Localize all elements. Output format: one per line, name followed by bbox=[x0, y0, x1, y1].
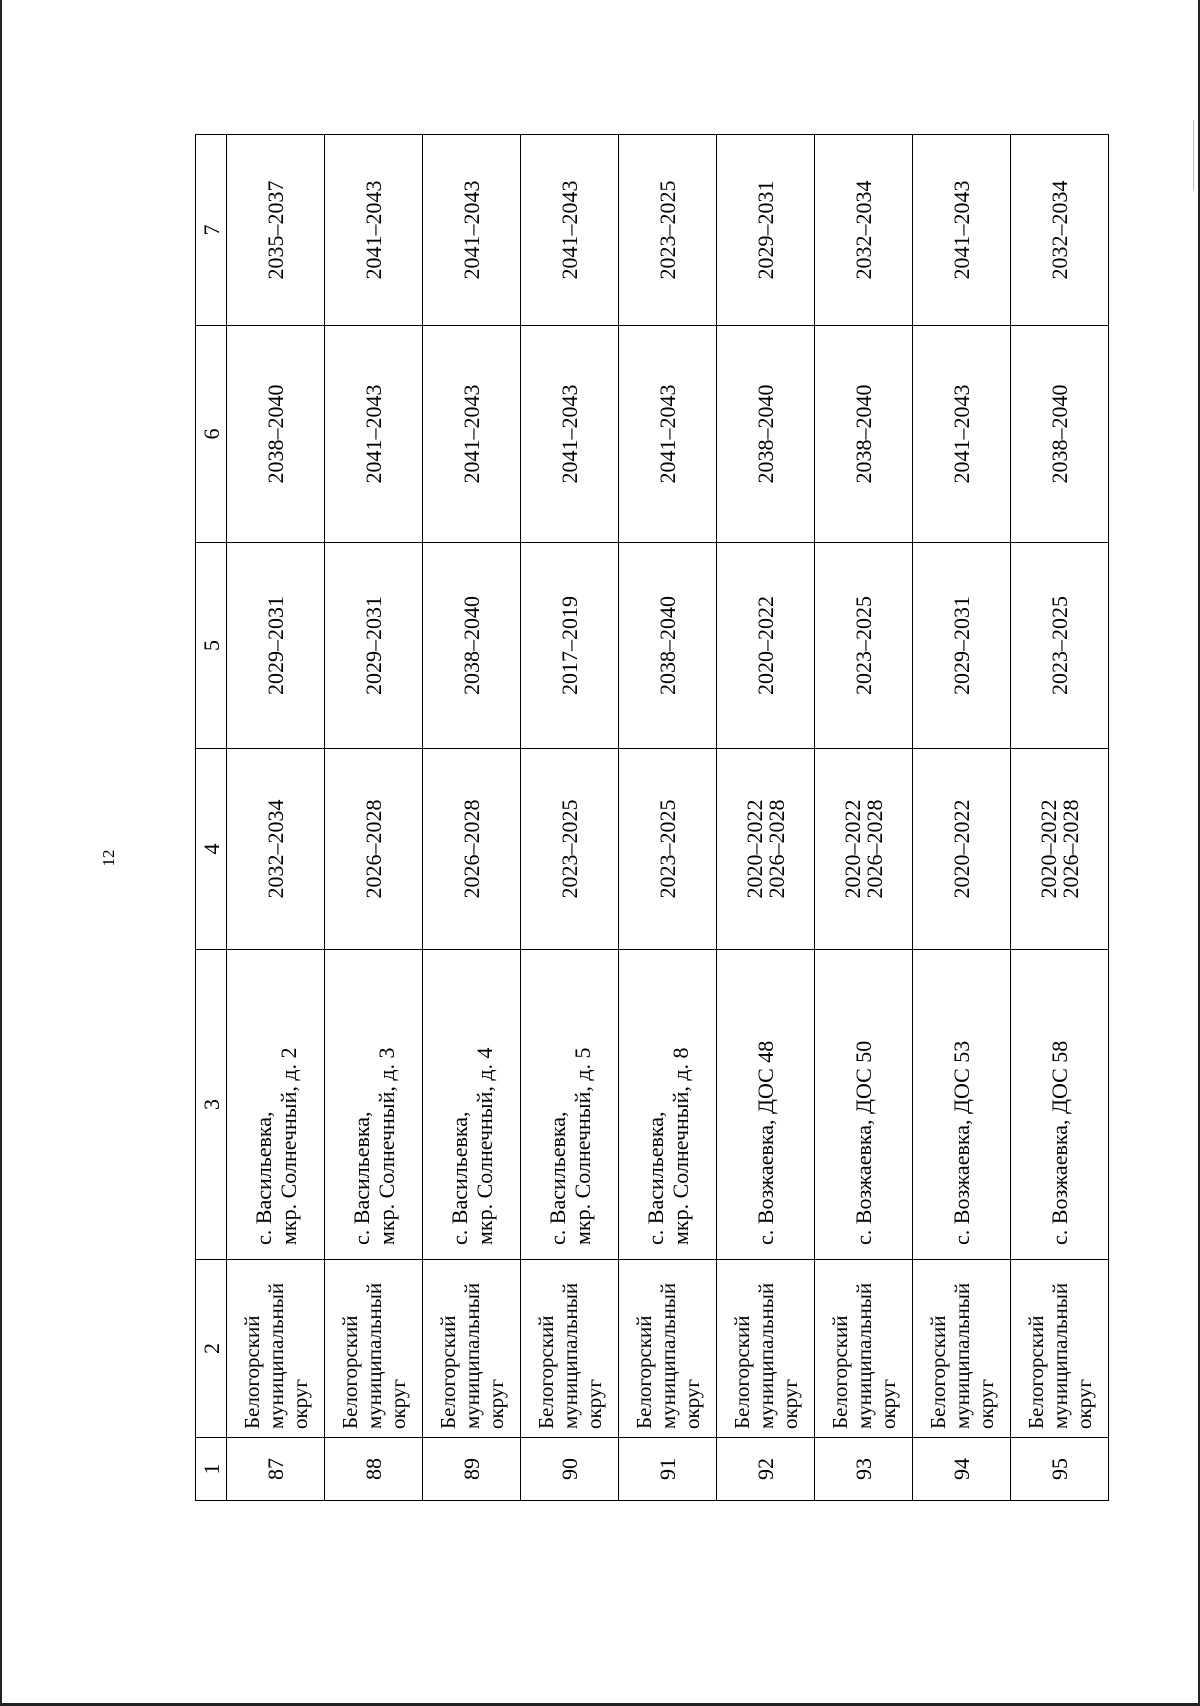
col4-cell-text: 2032–2034 bbox=[263, 799, 288, 899]
col7-cell bbox=[913, 135, 1011, 326]
address-cell bbox=[619, 950, 717, 1260]
row-number-cell bbox=[913, 1438, 1011, 1501]
table-body bbox=[196, 135, 1109, 1501]
district-cell-text: Белогорский bbox=[631, 1315, 656, 1429]
district-cell bbox=[1011, 1260, 1109, 1438]
col7-cell bbox=[1011, 135, 1109, 326]
address-cell-text: мкр. Солнечный, д. 3 bbox=[373, 1047, 399, 1245]
header-cell: 7 bbox=[196, 135, 227, 326]
header-cell: 5 bbox=[196, 543, 227, 749]
col6-cell bbox=[619, 326, 717, 543]
address-cell bbox=[717, 950, 815, 1260]
col4-cell bbox=[619, 749, 717, 950]
col4-cell-text: 2026–2028 bbox=[361, 799, 386, 899]
col4-cell-text: 2020–2022 bbox=[1035, 799, 1061, 899]
district-cell-text: муниципальный bbox=[753, 1282, 778, 1429]
address-cell-text: с. Васильевка, bbox=[250, 1111, 276, 1245]
district-cell-text: муниципальный bbox=[1047, 1282, 1072, 1429]
col5-cell-text: 2029–2031 bbox=[361, 596, 386, 695]
row-number-cell bbox=[815, 1438, 913, 1501]
col7-cell bbox=[423, 135, 521, 326]
col6-cell-text: 2041–2043 bbox=[361, 384, 386, 484]
header-cell: 6 bbox=[196, 326, 227, 543]
col6-cell-text: 2038–2040 bbox=[1047, 384, 1072, 484]
col7-cell-text: 2035–2037 bbox=[263, 180, 288, 280]
header-cell: 4 bbox=[196, 749, 227, 950]
col6-cell bbox=[1011, 326, 1109, 543]
col5-cell bbox=[521, 543, 619, 749]
district-cell-text: Белогорский bbox=[435, 1315, 460, 1429]
district-cell bbox=[325, 1260, 423, 1438]
col5-cell-text: 2029–2031 bbox=[263, 596, 288, 695]
col6-cell bbox=[717, 326, 815, 543]
schedule-table bbox=[195, 134, 1109, 1501]
col7-cell-text: 2041–2043 bbox=[361, 180, 386, 280]
table-rotated-container bbox=[195, 135, 1101, 1501]
col5-cell-text: 2023–2025 bbox=[1047, 596, 1072, 695]
district-cell-text: муниципальный bbox=[851, 1282, 876, 1429]
col5-cell bbox=[325, 543, 423, 749]
col6-cell-text: 2038–2040 bbox=[263, 384, 288, 484]
col6-cell-text: 2038–2040 bbox=[753, 384, 778, 484]
address-cell-text: с. Возжаевка, ДОС 50 bbox=[851, 1040, 876, 1245]
row-number-cell bbox=[423, 1438, 521, 1501]
district-cell-text: муниципальный bbox=[655, 1282, 680, 1429]
scan-mark bbox=[1193, 120, 1194, 190]
district-cell-text: округ bbox=[777, 1378, 802, 1429]
col7-cell bbox=[815, 135, 913, 326]
col7-cell-text: 2023–2025 bbox=[655, 180, 680, 280]
address-cell-text: мкр. Солнечный, д. 8 bbox=[667, 1047, 693, 1245]
page-number: 12 bbox=[99, 849, 118, 867]
col6-cell bbox=[227, 326, 325, 543]
col6-cell-text: 2041–2043 bbox=[557, 384, 582, 484]
col5-cell bbox=[717, 543, 815, 749]
district-cell-text: округ bbox=[973, 1378, 998, 1429]
table-row bbox=[913, 135, 1011, 1501]
col7-cell-text: 2032–2034 bbox=[851, 180, 876, 280]
row-number-cell-text: 89 bbox=[459, 1458, 484, 1480]
header-cell: 3 bbox=[196, 950, 227, 1260]
row-number-cell-text: 90 bbox=[557, 1458, 582, 1480]
col4-cell-text: 2020–2022 bbox=[839, 799, 865, 899]
district-cell-text: муниципальный bbox=[459, 1282, 484, 1429]
address-cell bbox=[227, 950, 325, 1260]
col7-cell bbox=[619, 135, 717, 326]
col6-cell-text: 2041–2043 bbox=[949, 384, 974, 484]
col6-cell bbox=[815, 326, 913, 543]
row-number-cell bbox=[521, 1438, 619, 1501]
col4-cell-text: 2023–2025 bbox=[655, 799, 680, 899]
address-cell-text: мкр. Солнечный, д. 2 bbox=[275, 1047, 301, 1245]
col7-cell-text: 2032–2034 bbox=[1047, 180, 1072, 280]
address-cell-text: с. Возжаевка, ДОС 53 bbox=[949, 1040, 974, 1245]
district-cell-text: округ bbox=[679, 1378, 704, 1429]
col7-cell bbox=[325, 135, 423, 326]
district-cell bbox=[619, 1260, 717, 1438]
district-cell-text: округ bbox=[385, 1378, 410, 1429]
col6-cell bbox=[325, 326, 423, 543]
col4-cell bbox=[717, 749, 815, 950]
row-number-cell bbox=[227, 1438, 325, 1501]
district-cell-text: Белогорский bbox=[239, 1315, 264, 1429]
col5-cell-text: 2023–2025 bbox=[851, 596, 876, 695]
col4-cell-text: 2023–2025 bbox=[557, 799, 582, 899]
address-cell bbox=[325, 950, 423, 1260]
col5-cell bbox=[815, 543, 913, 749]
row-number-cell-text: 93 bbox=[851, 1458, 876, 1480]
col6-cell-text: 2041–2043 bbox=[655, 384, 680, 484]
col6-cell bbox=[521, 326, 619, 543]
row-number-cell bbox=[619, 1438, 717, 1501]
address-cell-text: мкр. Солнечный, д. 4 bbox=[471, 1047, 497, 1245]
scan-edge-left bbox=[0, 0, 2, 1706]
address-cell-text: с. Возжаевка, ДОС 48 bbox=[753, 1040, 778, 1245]
col4-cell bbox=[815, 749, 913, 950]
col4-cell bbox=[325, 749, 423, 950]
col5-cell-text: 2017–2019 bbox=[557, 596, 582, 695]
table-row bbox=[1011, 135, 1109, 1501]
table-row bbox=[717, 135, 815, 1501]
district-cell-text: муниципальный bbox=[557, 1282, 582, 1429]
table-row bbox=[815, 135, 913, 1501]
row-number-cell-text: 88 bbox=[361, 1458, 386, 1480]
header-cell: 1 bbox=[196, 1438, 227, 1501]
table-row bbox=[619, 135, 717, 1501]
row-number-cell-text: 92 bbox=[753, 1458, 778, 1480]
col4-cell bbox=[423, 749, 521, 950]
address-cell bbox=[1011, 950, 1109, 1260]
address-cell-text: с. Васильевка, bbox=[348, 1111, 374, 1245]
address-cell-text: с. Возжаевка, ДОС 58 bbox=[1047, 1040, 1072, 1245]
district-cell bbox=[521, 1260, 619, 1438]
district-cell-text: Белогорский bbox=[827, 1315, 852, 1429]
address-cell bbox=[913, 950, 1011, 1260]
district-cell-text: округ bbox=[581, 1378, 606, 1429]
address-cell bbox=[815, 950, 913, 1260]
col5-cell-text: 2029–2031 bbox=[949, 596, 974, 695]
col7-cell bbox=[521, 135, 619, 326]
row-number-cell-text: 94 bbox=[949, 1458, 974, 1480]
district-cell bbox=[423, 1260, 521, 1438]
table-row bbox=[227, 135, 325, 1501]
district-cell-text: округ bbox=[1071, 1378, 1096, 1429]
col5-cell-text: 2020–2022 bbox=[753, 596, 778, 695]
col4-cell-text: 2026–2028 bbox=[763, 799, 789, 899]
district-cell-text: муниципальный bbox=[949, 1282, 974, 1429]
header-cell: 2 bbox=[196, 1260, 227, 1438]
district-cell-text: муниципальный bbox=[263, 1282, 288, 1429]
district-cell-text: Белогорский bbox=[925, 1315, 950, 1429]
district-cell-text: округ bbox=[875, 1378, 900, 1429]
district-cell bbox=[913, 1260, 1011, 1438]
address-cell-text: мкр. Солнечный, д. 5 bbox=[569, 1047, 595, 1245]
col7-cell-text: 2029–2031 bbox=[753, 180, 778, 280]
district-cell-text: Белогорский bbox=[1023, 1315, 1048, 1429]
col6-cell-text: 2038–2040 bbox=[851, 384, 876, 484]
row-number-cell-text: 95 bbox=[1047, 1458, 1072, 1480]
col5-cell bbox=[913, 543, 1011, 749]
col5-cell bbox=[423, 543, 521, 749]
address-cell bbox=[423, 950, 521, 1260]
district-cell-text: Белогорский bbox=[729, 1315, 754, 1429]
address-cell-text: с. Васильевка, bbox=[642, 1111, 668, 1245]
district-cell bbox=[717, 1260, 815, 1438]
col5-cell-text: 2038–2040 bbox=[459, 596, 484, 695]
col5-cell bbox=[619, 543, 717, 749]
district-cell bbox=[227, 1260, 325, 1438]
address-cell-text: с. Васильевка, bbox=[544, 1111, 570, 1245]
address-cell-text: с. Васильевка, bbox=[446, 1111, 472, 1245]
col6-cell bbox=[913, 326, 1011, 543]
col4-cell-text: 2026–2028 bbox=[861, 799, 887, 899]
col6-cell bbox=[423, 326, 521, 543]
col4-cell-text: 2020–2022 bbox=[741, 799, 767, 899]
table-row bbox=[521, 135, 619, 1501]
col6-cell-text: 2041–2043 bbox=[459, 384, 484, 484]
col7-cell bbox=[227, 135, 325, 326]
col5-cell bbox=[227, 543, 325, 749]
district-cell bbox=[815, 1260, 913, 1438]
col4-cell-text: 2026–2028 bbox=[459, 799, 484, 899]
col7-cell bbox=[717, 135, 815, 326]
district-cell-text: округ bbox=[483, 1378, 508, 1429]
col4-cell-text: 2020–2022 bbox=[949, 799, 974, 899]
col5-cell bbox=[1011, 543, 1109, 749]
col4-cell-text: 2026–2028 bbox=[1057, 799, 1083, 899]
district-cell-text: Белогорский bbox=[533, 1315, 558, 1429]
col7-cell-text: 2041–2043 bbox=[557, 180, 582, 280]
address-cell bbox=[521, 950, 619, 1260]
row-number-cell bbox=[325, 1438, 423, 1501]
col7-cell-text: 2041–2043 bbox=[949, 180, 974, 280]
district-cell-text: муниципальный bbox=[361, 1282, 386, 1429]
col4-cell bbox=[521, 749, 619, 950]
district-cell-text: округ bbox=[287, 1378, 312, 1429]
district-cell-text: Белогорский bbox=[337, 1315, 362, 1429]
row-number-cell bbox=[1011, 1438, 1109, 1501]
table-header-row bbox=[196, 135, 227, 1501]
row-number-cell bbox=[717, 1438, 815, 1501]
col4-cell bbox=[227, 749, 325, 950]
table-row bbox=[423, 135, 521, 1501]
col5-cell-text: 2038–2040 bbox=[655, 596, 680, 695]
table-row bbox=[325, 135, 423, 1501]
col7-cell-text: 2041–2043 bbox=[459, 180, 484, 280]
row-number-cell-text: 87 bbox=[263, 1458, 288, 1480]
col4-cell bbox=[913, 749, 1011, 950]
row-number-cell-text: 91 bbox=[655, 1458, 680, 1480]
col4-cell bbox=[1011, 749, 1109, 950]
